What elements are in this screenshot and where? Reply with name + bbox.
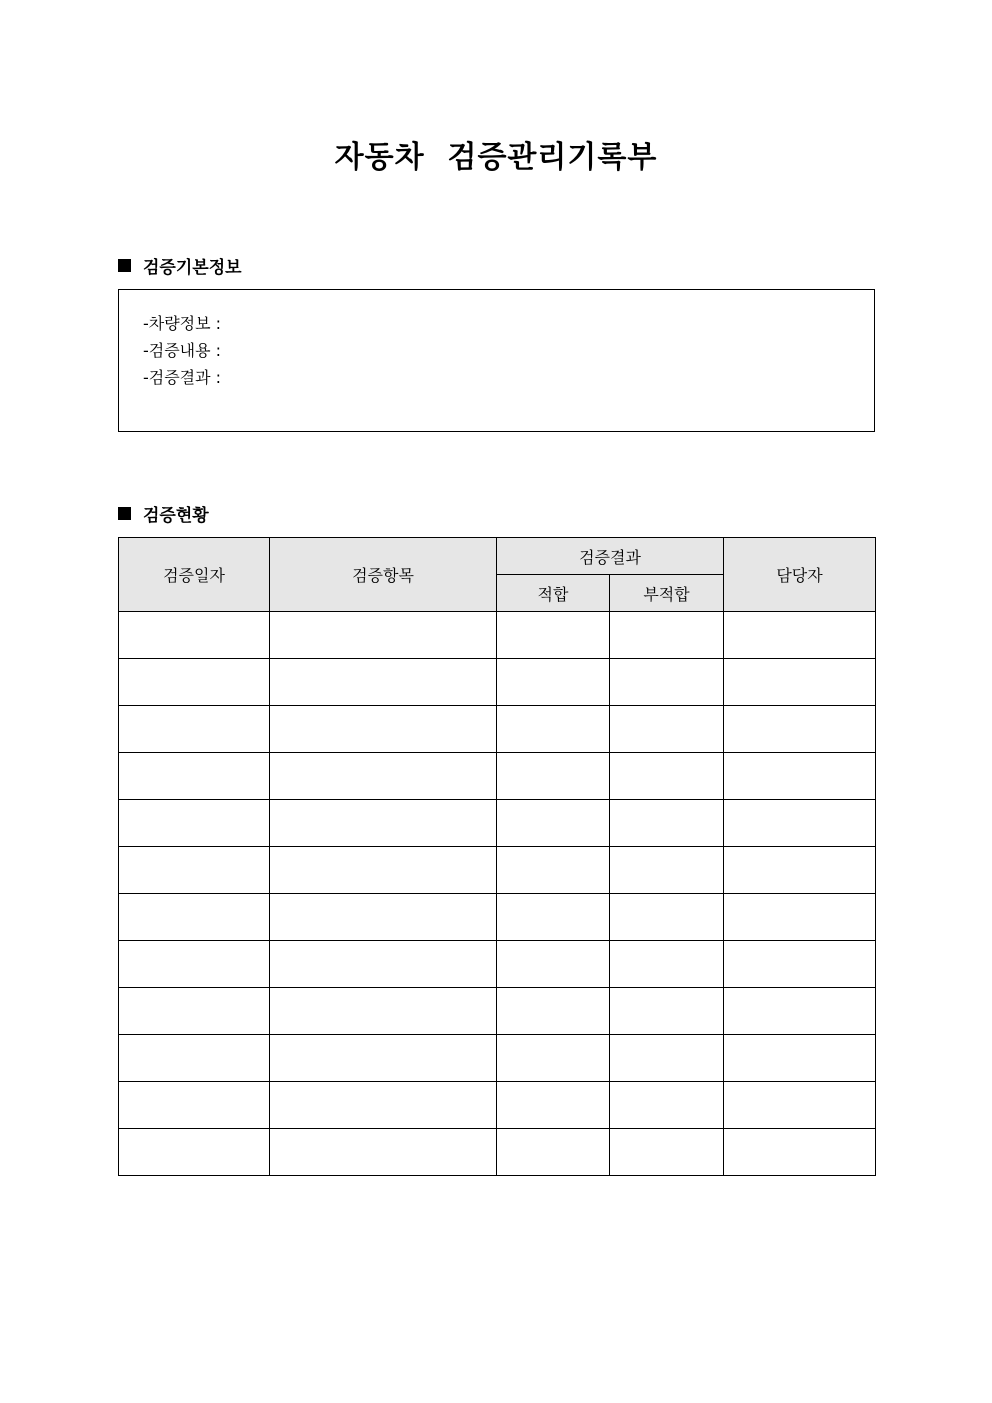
cell-item[interactable] [270, 1129, 497, 1176]
cell-manager[interactable] [724, 753, 876, 800]
cell-manager[interactable] [724, 988, 876, 1035]
cell-pass[interactable] [497, 753, 610, 800]
cell-date[interactable] [119, 1129, 270, 1176]
basic-info-box [118, 289, 875, 432]
cell-pass[interactable] [497, 1035, 610, 1082]
cell-fail[interactable] [610, 753, 724, 800]
table-row [119, 1129, 876, 1176]
cell-fail[interactable] [610, 894, 724, 941]
section-heading-status [118, 501, 209, 526]
cell-fail[interactable] [610, 1035, 724, 1082]
table-row [119, 847, 876, 894]
cell-date[interactable] [119, 988, 270, 1035]
cell-pass[interactable] [497, 800, 610, 847]
cell-date[interactable] [119, 847, 270, 894]
cell-pass[interactable] [497, 894, 610, 941]
cell-manager[interactable] [724, 659, 876, 706]
cell-pass[interactable] [497, 659, 610, 706]
cell-pass[interactable] [497, 612, 610, 659]
cell-pass[interactable] [497, 941, 610, 988]
cell-manager[interactable] [724, 706, 876, 753]
table-row [119, 612, 876, 659]
table-row [119, 988, 876, 1035]
cell-date[interactable] [119, 659, 270, 706]
cell-item[interactable] [270, 753, 497, 800]
basic-info-lines [143, 310, 221, 391]
table-row [119, 800, 876, 847]
cell-date[interactable] [119, 800, 270, 847]
table-row [119, 659, 876, 706]
cell-item[interactable] [270, 1035, 497, 1082]
cell-date[interactable] [119, 612, 270, 659]
square-bullet-icon [118, 259, 131, 272]
cell-pass[interactable] [497, 1129, 610, 1176]
cell-item[interactable] [270, 659, 497, 706]
column-header-manager: 담당자 [724, 538, 876, 612]
cell-pass[interactable] [497, 1082, 610, 1129]
cell-fail[interactable] [610, 988, 724, 1035]
column-header-date: 검증일자 [119, 538, 270, 612]
cell-fail[interactable] [610, 847, 724, 894]
table-row [119, 941, 876, 988]
page-title: 자동차 검증관리기록부 [334, 140, 658, 175]
cell-pass[interactable] [497, 706, 610, 753]
column-header-fail: 부적합 [610, 575, 724, 612]
cell-fail[interactable] [610, 800, 724, 847]
cell-date[interactable] [119, 1082, 270, 1129]
status-table-body [119, 612, 876, 1176]
info-line-vehicle: -차량정보 : [143, 314, 222, 333]
cell-date[interactable] [119, 706, 270, 753]
table-row [119, 706, 876, 753]
cell-manager[interactable] [724, 847, 876, 894]
cell-item[interactable] [270, 612, 497, 659]
cell-fail[interactable] [610, 659, 724, 706]
cell-item[interactable] [270, 941, 497, 988]
cell-manager[interactable] [724, 800, 876, 847]
table-row [119, 753, 876, 800]
section-heading-basic-info [118, 253, 242, 278]
section-heading-label: 검증기본정보 [143, 258, 242, 278]
cell-fail[interactable] [610, 941, 724, 988]
cell-fail[interactable] [610, 612, 724, 659]
cell-manager[interactable] [724, 1129, 876, 1176]
cell-fail[interactable] [610, 1129, 724, 1176]
cell-item[interactable] [270, 706, 497, 753]
cell-fail[interactable] [610, 1082, 724, 1129]
info-line-content: -검증내용 : [143, 341, 222, 360]
cell-manager[interactable] [724, 612, 876, 659]
cell-date[interactable] [119, 894, 270, 941]
square-bullet-icon [118, 507, 131, 520]
table-row [119, 894, 876, 941]
cell-manager[interactable] [724, 894, 876, 941]
cell-item[interactable] [270, 1082, 497, 1129]
cell-date[interactable] [119, 1035, 270, 1082]
cell-date[interactable] [119, 941, 270, 988]
cell-manager[interactable] [724, 1082, 876, 1129]
cell-item[interactable] [270, 847, 497, 894]
table-row [119, 1082, 876, 1129]
cell-item[interactable] [270, 800, 497, 847]
cell-manager[interactable] [724, 1035, 876, 1082]
cell-fail[interactable] [610, 706, 724, 753]
column-header-item: 검증항목 [270, 538, 497, 612]
cell-item[interactable] [270, 988, 497, 1035]
info-line-result: -검증결과 : [143, 368, 222, 387]
cell-manager[interactable] [724, 941, 876, 988]
cell-pass[interactable] [497, 988, 610, 1035]
status-table [118, 537, 876, 1176]
column-header-result: 검증결과 [497, 538, 724, 575]
cell-item[interactable] [270, 894, 497, 941]
column-header-pass: 적합 [497, 575, 610, 612]
section-heading-label: 검증현황 [143, 506, 209, 526]
cell-pass[interactable] [497, 847, 610, 894]
cell-date[interactable] [119, 753, 270, 800]
table-row [119, 1035, 876, 1082]
